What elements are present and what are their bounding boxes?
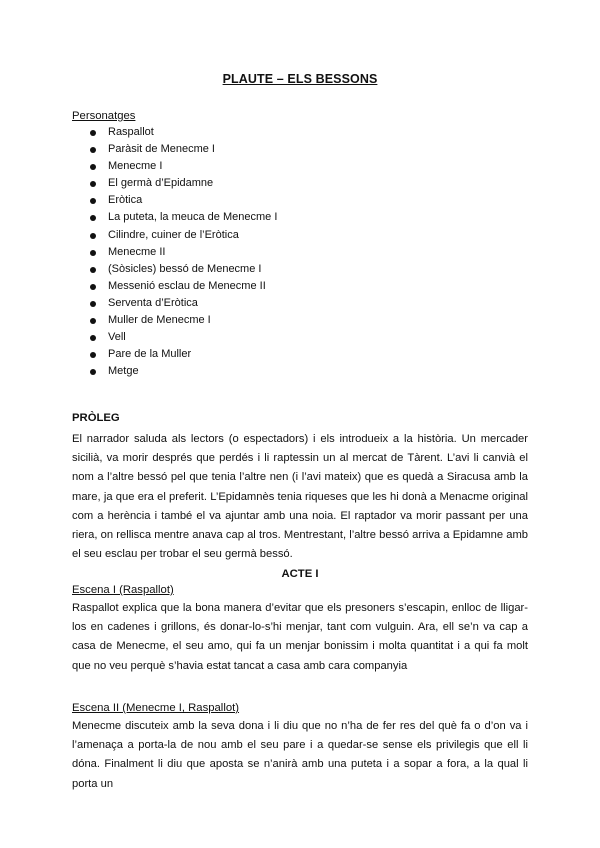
list-item (88, 175, 277, 192)
escena-2-paragraph: Menecme discuteix amb la seva dona i li diu que no n’ha de fer res del què fa o d’on va i l’amenaça a porta-la de nou amb el seu pare i a quedar-se sense els privilegis que ell li dóna. Finalment li diu que aposta se n’anirà amb una puteta i a sopar a fora, a la qual li porta un (72, 720, 528, 790)
bullet-icon (90, 318, 96, 324)
character-name: La puteta, la meuca de Menecme I (108, 211, 278, 224)
bullet-icon (90, 181, 96, 187)
bullet-icon (90, 267, 96, 273)
escena-1-paragraph: Raspallot explica que la bona manera d’evitar que els presoners s’escapin, enlloc de lligar-los en cadenes i grillons, és donar-lo-s’hi menjar, tant com vulguin. Ara, ell se’n va cap a casa de Menecme, el seu amo, qui fa un menjar bonissim i molta quantitat i a qui fa molt que no veu perquè s’havia estat tancat a casa amb cara companyia (72, 602, 528, 672)
list-item (88, 141, 277, 158)
list-item (88, 192, 277, 209)
character-name: Menecme I (108, 160, 163, 173)
list-item (88, 278, 277, 295)
acte-heading: ACTE I (281, 568, 319, 580)
bullet-icon (90, 352, 96, 358)
bullet-icon (90, 164, 96, 170)
bullet-icon (90, 369, 96, 375)
bullet-icon (90, 250, 96, 256)
character-name: El germà d’Epidamne (108, 177, 214, 190)
proleg-paragraph: El narrador saluda als lectors (o espectadors) i els introdueix a la història. Un mercader sicilià, va morir després que perdés i li raptessin un al mercat de Tàrent. L’avi li canvià el nom a l’altre bessó pel que tenia l’altre nen (i l’avi mateix) que es quedà a Siracusa amb la mare, ja que era el preferit. L’Epidamnès tenia riqueses que les hi donà a Menacme original com a herència i també el va ajuntar amb una noia. El raptador va morir passant per una riera, on rellisca mentre anava cap al tros. Mentrestant, l’altre bessó arriva a Epidamne amb el seu esclau per trobar el seu germà bessó. (72, 433, 528, 561)
list-item (88, 124, 277, 141)
character-name: Pare de la Muller (108, 348, 192, 361)
bullet-icon (90, 215, 96, 221)
list-item (88, 329, 277, 346)
list-item (88, 261, 277, 278)
bullet-icon (90, 130, 96, 136)
escena-2-heading: Escena II (Menecme I, Raspallot) (72, 702, 240, 714)
character-name: Cilindre, cuiner de l’Eròtica (108, 228, 239, 241)
character-name: Serventa d’Eròtica (108, 296, 198, 309)
character-name: Muller de Menecme I (108, 314, 211, 327)
list-item (88, 346, 277, 363)
document-title: PLAUTE – ELS BESSONS (222, 72, 378, 86)
bullet-icon (90, 147, 96, 153)
bullet-icon (90, 284, 96, 290)
bullet-icon (90, 301, 96, 307)
bullet-icon (90, 233, 96, 239)
list-item (88, 158, 277, 175)
list-item (88, 295, 277, 312)
character-name: Paràsit de Menecme I (108, 143, 215, 156)
bullet-icon (90, 198, 96, 204)
character-name: Vell (108, 331, 126, 344)
character-name: Menecme II (108, 245, 166, 258)
character-name: Raspallot (108, 126, 154, 138)
character-list (88, 124, 277, 380)
character-name: Eròtica (108, 194, 143, 207)
list-item (88, 244, 277, 261)
list-item (88, 227, 277, 244)
character-name: (Sòsicles) bessó de Menecme I (108, 262, 262, 275)
escena-1-heading: Escena I (Raspallot) (72, 584, 174, 596)
list-item (88, 363, 277, 380)
character-name: Messenió esclau de Menecme II (108, 279, 266, 292)
list-item (88, 312, 277, 329)
character-name: Metge (108, 365, 139, 378)
bullet-icon (90, 335, 96, 341)
list-item (88, 209, 277, 226)
proleg-heading: PRÒLEG (72, 412, 120, 424)
personatges-heading: Personatges (72, 110, 136, 122)
